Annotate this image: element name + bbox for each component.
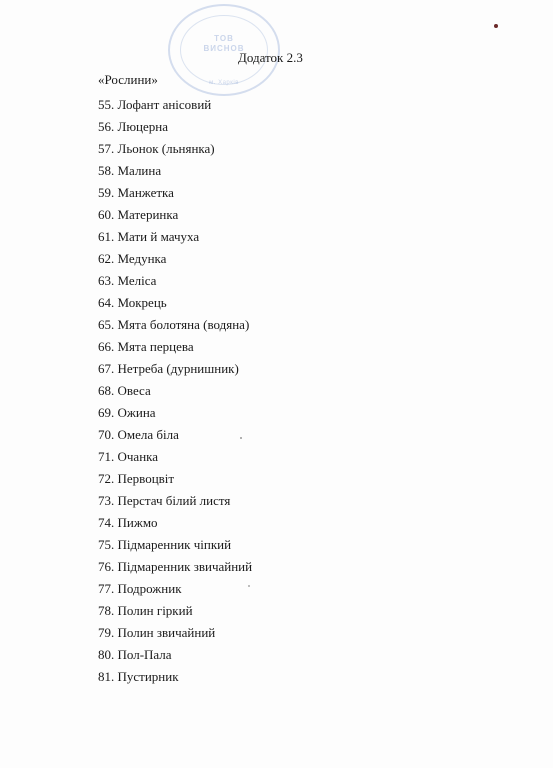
stamp-text-bottom: м. Харків	[209, 80, 239, 86]
annex-title: Додаток 2.3	[238, 50, 303, 65]
list-item: 62. Медунка	[98, 251, 167, 266]
list-item: 80. Пол-Пала	[98, 647, 172, 662]
list-item: 57. Льонок (льнянка)	[98, 141, 215, 156]
list-item: 74. Пижмо	[98, 515, 158, 530]
list-item: 55. Лофант анісовий	[98, 97, 212, 112]
list-item: 79. Полин звичайний	[98, 625, 216, 640]
list-item: 65. Мята болотяна (водяна)	[98, 317, 250, 332]
list-item: 56. Люцерна	[98, 119, 168, 134]
list-item: 63. Меліса	[98, 273, 157, 288]
list-item: 73. Перстач білий листя	[98, 493, 231, 508]
list-item: 59. Манжетка	[98, 185, 174, 200]
ink-speck	[494, 24, 498, 28]
ink-speck	[240, 437, 242, 439]
list-item: 71. Очанка	[98, 449, 159, 464]
list-item: 64. Мокрець	[98, 295, 167, 310]
list-item: 61. Мати й мачуха	[98, 229, 200, 244]
list-item: 81. Пустирник	[98, 669, 179, 684]
ink-speck	[248, 585, 250, 587]
list-item: 77. Подрожник	[98, 581, 182, 596]
stamp-text-top: ТОВ	[214, 34, 234, 43]
list-item: 66. Мята перцева	[98, 339, 194, 354]
list-item: 58. Малина	[98, 163, 162, 178]
plant-list	[98, 94, 252, 688]
list-item: 76. Підмаренник звичайний	[98, 559, 253, 574]
list-item: 68. Овеса	[98, 383, 151, 398]
stamp-text-middle: ВИСНОВ	[203, 44, 245, 53]
list-item: 75. Підмаренник чіпкий	[98, 537, 232, 552]
list-item: 78. Полин гіркий	[98, 603, 193, 618]
list-item: 69. Ожина	[98, 405, 156, 420]
list-item: 60. Материнка	[98, 207, 179, 222]
list-item: 72. Первоцвіт	[98, 471, 175, 486]
list-item: 70. Омела біла	[98, 427, 179, 442]
section-title: «Рослини»	[98, 72, 158, 87]
list-item: 67. Нетреба (дурнишник)	[98, 361, 239, 376]
